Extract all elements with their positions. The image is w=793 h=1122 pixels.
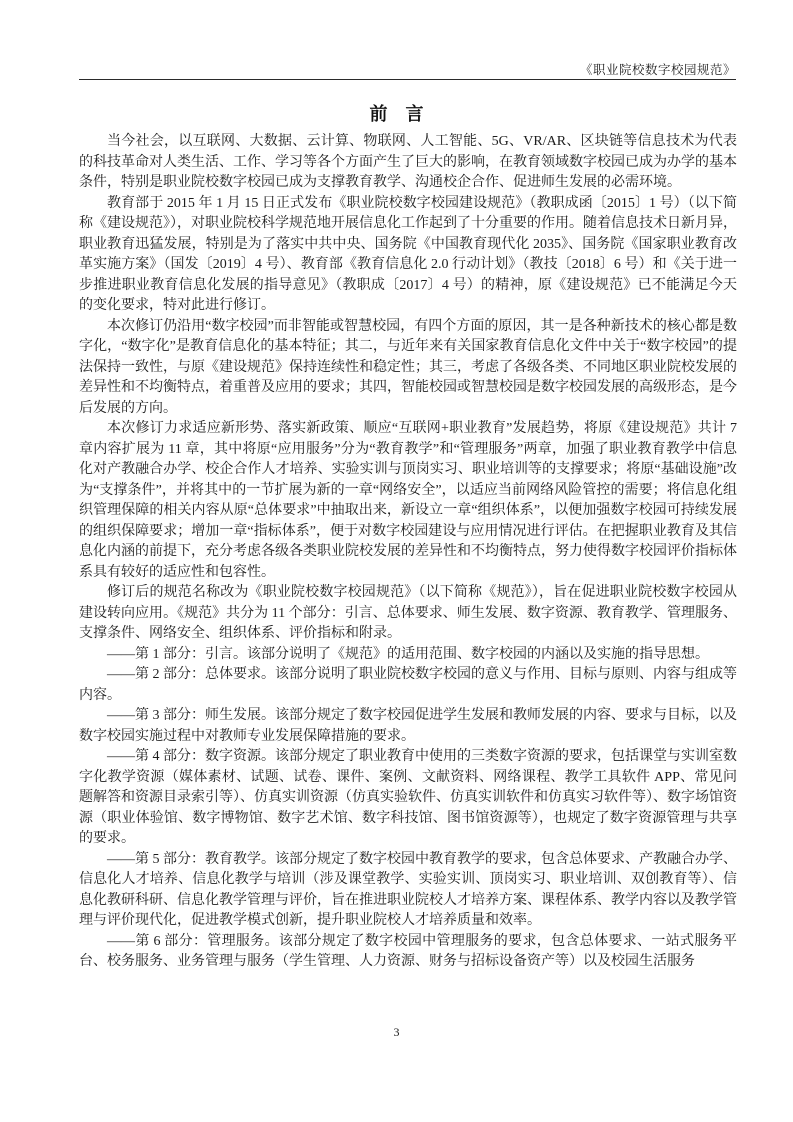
paragraph: 本次修订仍沿用“数字校园”而非智能或智慧校园，有四个方面的原因，其一是各种新技术的核心都是数字化，“数字化”是教育信息化的基本特征；其二，与近年来有关国家教育信息化文件中关于“数字校园”的提法保持一致性，与原《建设规范》保持连续性和稳定性；其三，考虑了各级各类、不同地区职业院校发展的差异性和不均衡特点，着重普及应用的要求；其四，智能校园或智慧校园是数字校园发展的高级形态，是今后发展的方向。 [79,318,737,416]
paragraph: 教育部于 2015 年 1 月 15 日正式发布《职业院校数字校园建设规范》（教职成函〔2015〕1 号）（以下简称《建设规范》），对职业院校科学规范地开展信息化工作起到了十分重要的作用。随着信息技术日新月异，职业教育迅猛发展，特别是为了落实中共中央、国务院《中国教育现代化 2035》、国务院《国家职业教育改革实施方案》（国发〔2019〕4 号）、教育部《教育信息化 2.0 行动计划》（教技〔2018〕6 号）和《关于进一步推进职业教育信息化发展的指导意见》（教职成〔2017〕4 号）的精神，原《建设规范》已不能满足今天的变化要求，特对此进行修订。 [79,195,737,313]
document-body [79,132,737,973]
paragraph: 本次修订力求适应新形势、落实新政策、顺应“互联网+职业教育”发展趋势，将原《建设规范》共计 7 章内容扩展为 11 章，其中将原“应用服务”分为“教育教学”和“管理服务”两章，加强了职业教育教学中信息化对产教融合办学、校企合作人才培养、实验实训与顶岗实习、职业培训等的支撑要求；将原“基础设施”改为“支撑条件”，并将其中的一节扩展为新的一章“网络安全”，以适应当前网络风险管控的需要；将信息化组织管理保障的相关内容从原“总体要求”中抽取出来，新设立一章“组织体系”，以便加强数字校园可持续发展的组织保障要求；增加一章“指标体系”，便于对数字校园建设与应用情况进行评估。在把握职业教育及其信息化内涵的前提下，充分考虑各级各类职业院校发展的差异性和不均衡特点，努力使得数字校园评价指标体系具有较好的适应性和包容性。 [79,421,737,580]
part-item: ——第 4 部分：数字资源。该部分规定了职业教育中使用的三类数字资源的要求，包括课堂与实训室数字化教学资源（媒体素材、试题、试卷、课件、案例、文献资料、网络课程、教学工具软件 APP、常见问题解答和资源目录索引等）、仿真实训资源（仿真实验软件、仿真实训软件和仿真实习软件等）、数字场馆资源（职业体验馆、数字博物馆、数字艺术馆、数字科技馆、图书馆资源等），也规定了数字资源管理与共享的要求。 [79,749,737,846]
paragraph: 修订后的规范名称改为《职业院校数字校园规范》（以下简称《规范》），旨在促进职业院校数字校园从建设转向应用。《规范》共分为 11 个部分：引言、总体要求、师生发展、数字资源、教育教学、管理服务、支撑条件、网络安全、组织体系、评价指标和附录。 [79,585,737,641]
part-item: ——第 6 部分：管理服务。该部分规定了数字校园中管理服务的要求，包含总体要求、一站式服务平台、校务服务、业务管理与服务（学生管理、人力资源、财务与招标设备资产等）以及校园生活服务 [79,933,737,969]
running-header: 《职业院校数字校园规范》 [579,63,736,77]
header-rule [79,79,736,80]
part-item: ——第 1 部分：引言。该部分说明了《规范》的适用范围、数字校园的内涵以及实施的指导思想。 [107,646,709,662]
page-title: 前 言 [369,104,424,124]
part-item: ——第 5 部分：教育教学。该部分规定了数字校园中教育教学的要求，包含总体要求、产教融合办学、信息化人才培养、信息化教学与培训（涉及课堂教学、实验实训、顶岗实习、职业培训、双创教育等）、信息化教研科研、信息化教学管理与评价，旨在推进职业院校人才培养方案、课程体系、教学内容以及教学管理与评价现代化，促进教学模式创新，提升职业院校人才培养质量和效率。 [79,851,737,928]
part-item: ——第 3 部分：师生发展。该部分规定了数字校园促进学生发展和教师发展的内容、要求与目标，以及数字校园实施过程中对教师专业发展保障措施的要求。 [79,708,737,744]
part-item: ——第 2 部分：总体要求。该部分说明了职业院校数字校园的意义与作用、目标与原则、内容与组成等内容。 [79,667,737,703]
paragraph: 当今社会，以互联网、大数据、云计算、物联网、人工智能、5G、VR/AR、区块链等信息技术为代表的科技革命对人类生活、工作、学习等各个方面产生了巨大的影响，在教育领域数字校园已成为办学的基本条件，特别是职业院校数字校园已成为支撑教育教学、沟通校企合作、促进师生发展的必需环境。 [79,134,737,190]
page-number: 3 [393,1025,400,1039]
